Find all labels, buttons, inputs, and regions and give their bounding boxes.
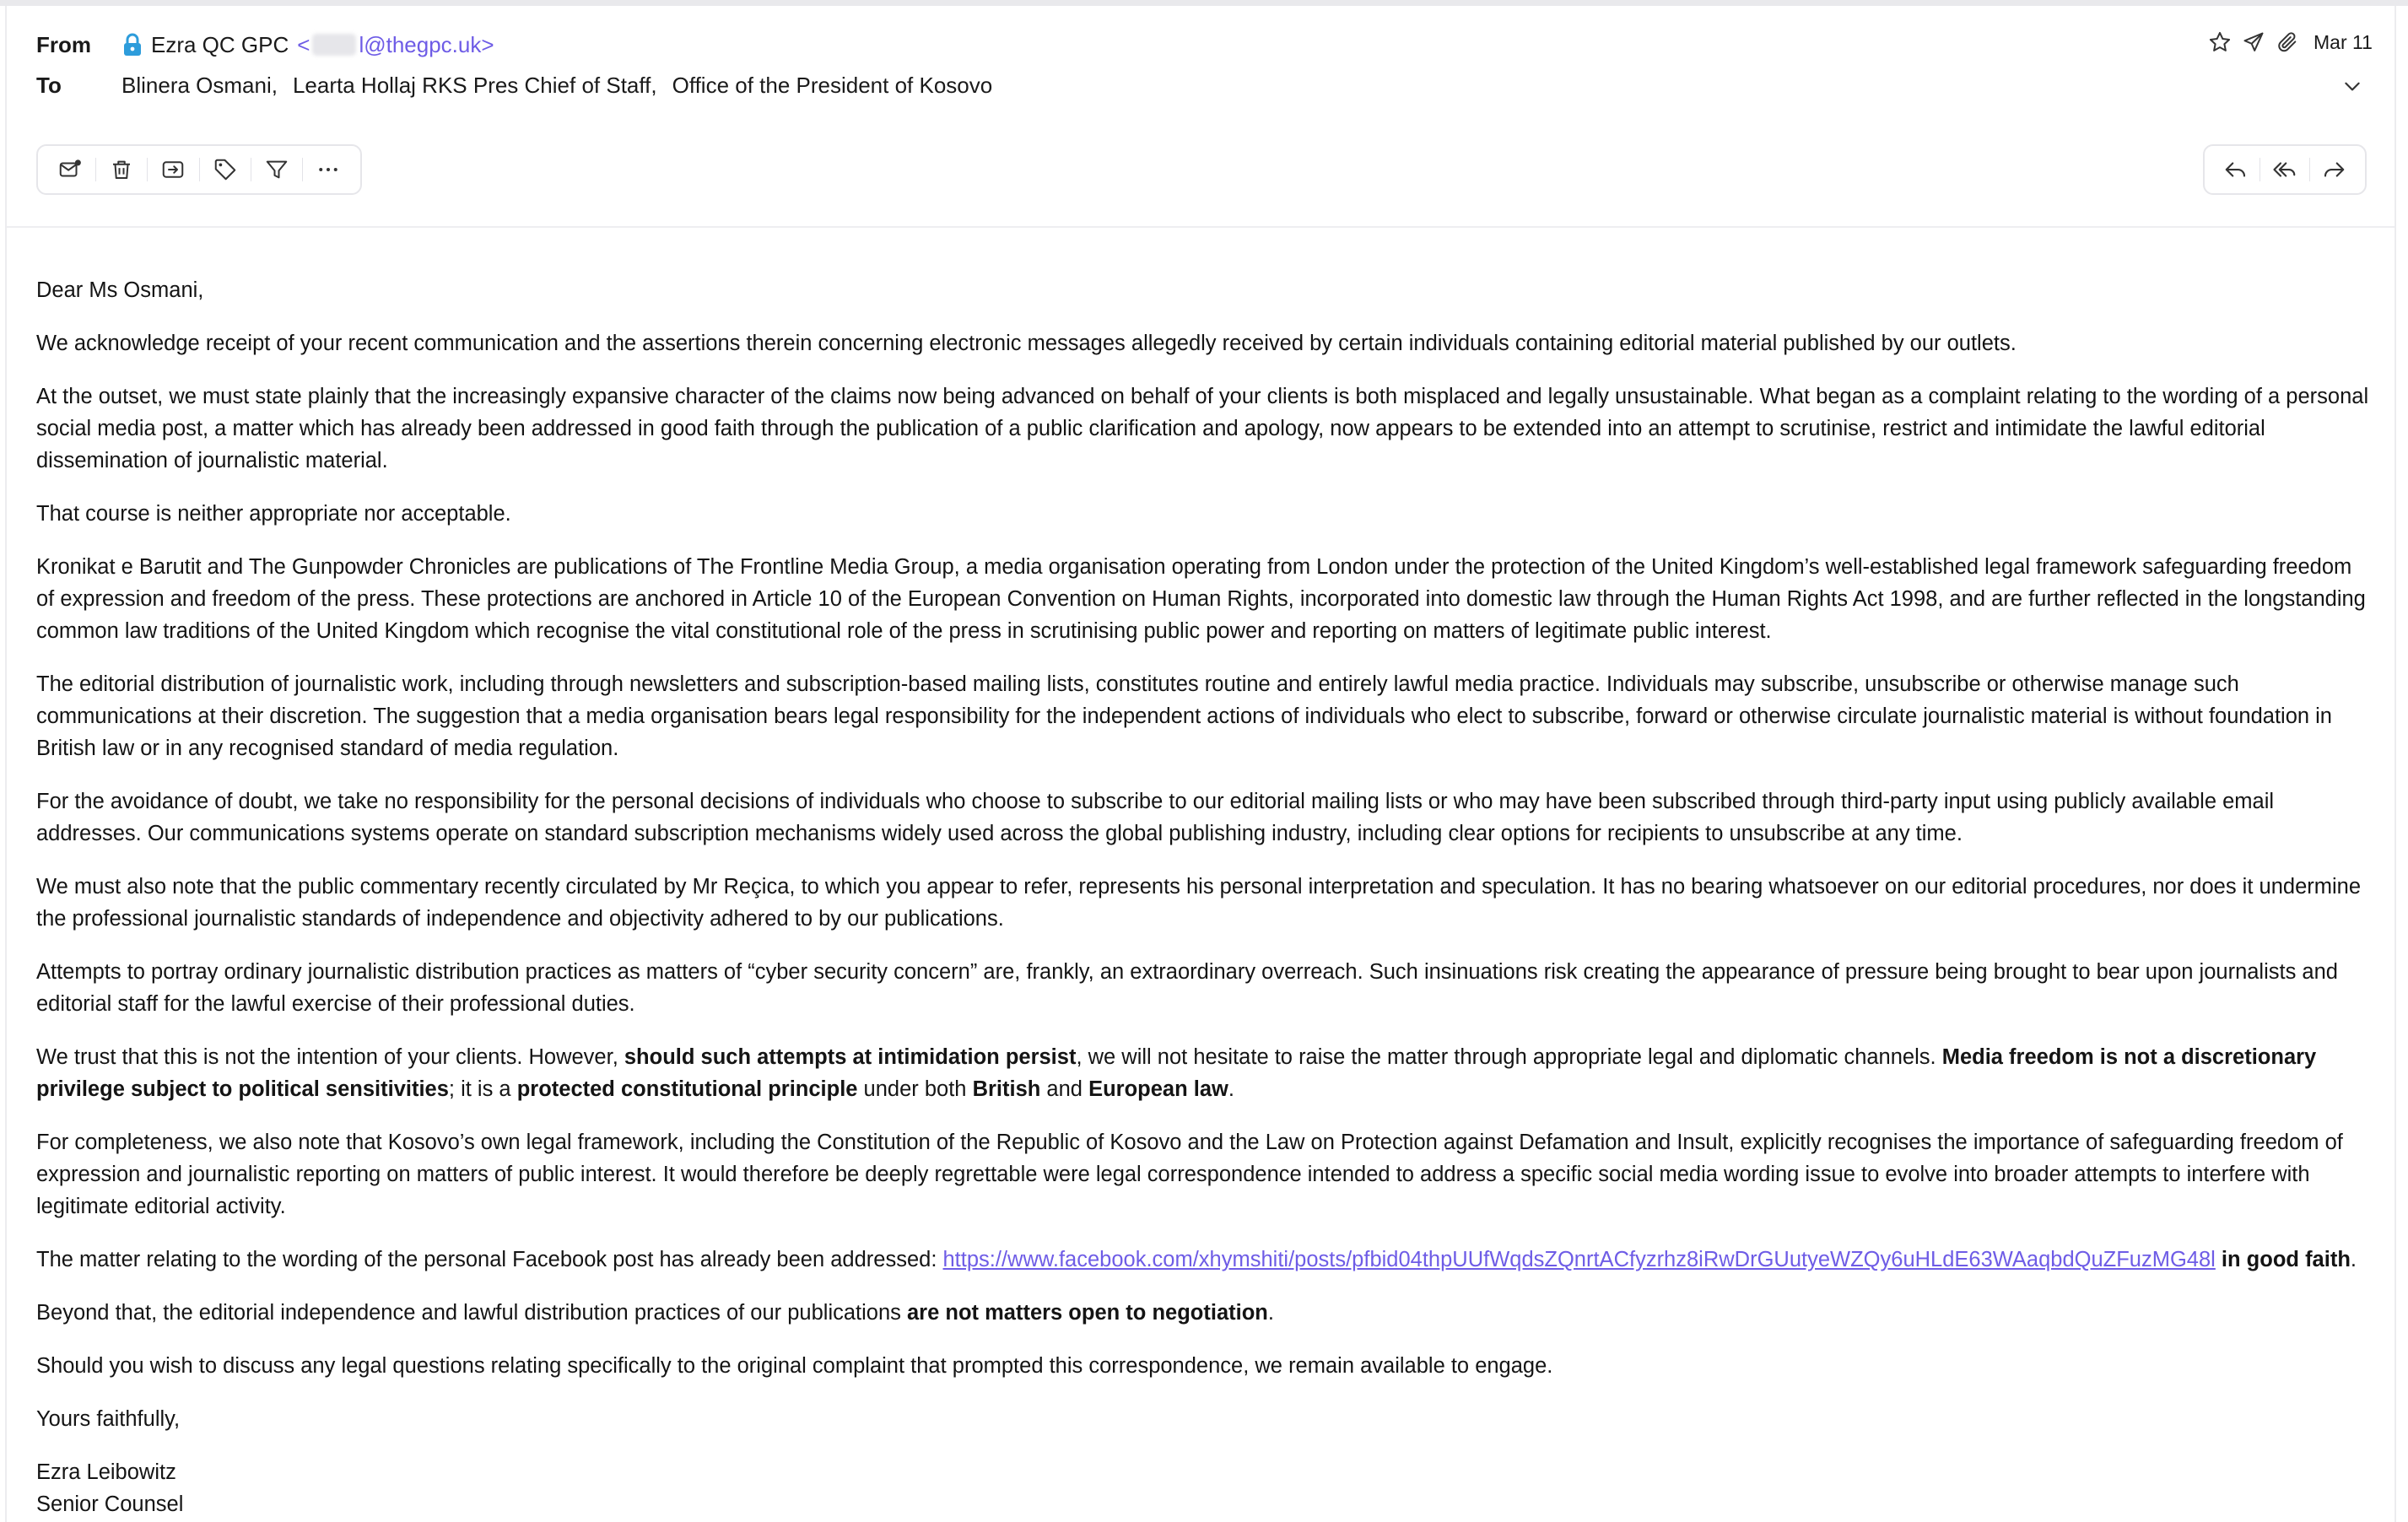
to-label: To <box>36 72 62 98</box>
paperclip-icon <box>2273 28 2302 57</box>
tag-icon <box>213 157 238 182</box>
move-button[interactable] <box>148 146 198 193</box>
paragraph: Should you wish to discuss any legal questions relating specifically to the original complaint that prompted this correspondence, we remain available to engage. <box>36 1354 1553 1378</box>
text-run: The matter relating to the wording of the personal Facebook post has already been addressed: <box>36 1248 943 1271</box>
paragraph: We must also note that the public commentary recently circulated by Mr Reçica, to which you appear to refer, represents his personal interpretation and speculation. It has no bearing whatsoever on our editorial procedures, nor does it undermine the professional journalistic standards of independence and objectivity adhered to by our publications. <box>36 875 2362 931</box>
recipient-chip[interactable]: Learta Hollaj RKS Pres Chief of Staff, <box>292 72 657 98</box>
reply-toolbar <box>2203 144 2367 195</box>
closing: Yours faithfully, <box>36 1407 181 1431</box>
paragraph: At the outset, we must state plainly that the increasingly expansive character of the claims now being advanced on behalf of your clients is both misplaced and legally unsustainable. What began as a complaint relating to the wording of a personal social media post, a matter which has already been addressed in good faith through the publication of a public clarification and apology, now appears to be extended into an attempt to scrutinise, restrict and intimidate the lawful editorial dissemination of journalistic material. <box>36 385 2369 472</box>
sender-email[interactable]: l@thegpc.uk> <box>359 31 494 57</box>
filter-icon <box>264 157 289 182</box>
text-run: , we will not hesitate to raise the matter through appropriate legal and diplomatic channels. <box>1076 1045 1942 1069</box>
recipient-chip[interactable]: Blinera Osmani, <box>121 72 278 98</box>
delete-button[interactable] <box>96 146 147 193</box>
more-button[interactable] <box>303 146 354 193</box>
facebook-post-link[interactable]: https://www.facebook.com/xhymshiti/posts/pfbid04thpUUfWqdsZQnrtACfyzrhz8iRwDrGUutyeWZQy6uHLdE63WAaqbdQuZFuzMG48l <box>942 1248 2216 1271</box>
paragraph <box>36 1297 2373 1329</box>
text-run: ; it is a <box>448 1077 517 1101</box>
sender-name[interactable]: Ezra QC GPC <box>151 31 289 57</box>
text-run: . <box>1228 1077 1234 1101</box>
paragraph: That course is neither appropriate nor acceptable. <box>36 502 511 526</box>
pane-right-border <box>2395 6 2396 1522</box>
filter-button[interactable] <box>251 146 302 193</box>
paper-plane-icon <box>2239 28 2268 57</box>
star-icon[interactable] <box>2206 28 2234 57</box>
signature-name: Ezra Leibowitz <box>36 1460 176 1484</box>
paragraph: We acknowledge receipt of your recent communication and the assertions therein concerning electronic messages allegedly received by certain individuals containing editorial material published by our outlets. <box>36 332 2017 355</box>
message-date: Mar 11 <box>2314 30 2373 53</box>
bold-run: should such attempts at intimidation persist <box>624 1045 1077 1069</box>
bold-run: are not matters open to negotiation <box>907 1301 1268 1325</box>
message-body <box>36 274 2373 1520</box>
move-to-folder-icon <box>160 157 186 182</box>
paragraph: Kronikat e Barutit and The Gunpowder Chronicles are publications of The Frontline Media Group, a media organisation operating from London under the protection of the United Kingdom’s well-established legal framework safeguarding freedom of expression and freedom of the press. These protections are anchored in Article 10 of the European Convention on Human Rights, incorporated into domestic law through the Human Rights Act 1998, and are further reflected in the longstanding common law traditions of the United Kingdom which recognise the vital constitutional role of the press in scrutinising public power and reporting on matters of legitimate public interest. <box>36 555 2366 643</box>
text-run: and <box>1040 1077 1089 1101</box>
chevron-down-icon[interactable] <box>2338 72 2367 100</box>
text-run: under both <box>857 1077 973 1101</box>
trash-icon <box>109 157 134 182</box>
message-meta <box>2206 28 2373 57</box>
label-button[interactable] <box>199 146 250 193</box>
message-actions-toolbar <box>36 144 362 195</box>
to-row <box>36 68 1007 102</box>
signature <box>36 1456 2373 1520</box>
paragraph: For the avoidance of doubt, we take no responsibility for the personal decisions of individuals who choose to subscribe to our editorial mailing lists or who may have been subscribed through third-party input using publicly available email addresses. Our communications systems operate on standard subscription mechanisms widely used across the global publishing industry, including clear options for recipients to unsubscribe at any time. <box>36 790 2275 845</box>
window-top-strip <box>0 0 2408 6</box>
from-label: From <box>36 31 91 57</box>
paragraph: For completeness, we also note that Kosovo’s own legal framework, including the Constitution of the Republic of Kosovo and the Law on Protection against Defamation and Insult, explicitly recognises the importance of safeguarding freedom of expression and journalistic reporting on matters of public interest. It would therefore be deeply regrettable were legal correspondence intended to address a specific social media wording issue to evolve into broader attempts to interfere with legitimate editorial activity. <box>36 1131 2343 1218</box>
paragraph: Attempts to portray ordinary journalistic distribution practices as matters of “cyber security concern” are, frankly, an extraordinary overreach. Such insinuations risk creating the appearance of pressure being brought to bear upon journalists and editorial staff for the lawful exercise of their professional duties. <box>36 960 2338 1016</box>
text-run: Beyond that, the editorial independence and lawful distribution practices of our publications <box>36 1301 907 1325</box>
from-row <box>36 28 494 62</box>
bold-run: British <box>972 1077 1041 1101</box>
bold-run: Media freedom is not a discretionary privilege subject to political sensitivities <box>36 1045 2317 1101</box>
text-run: . <box>1267 1301 1274 1325</box>
bold-run: European law <box>1088 1077 1228 1101</box>
paragraph <box>36 1041 2373 1105</box>
paragraph <box>36 1244 2373 1276</box>
paragraph: The editorial distribution of journalistic work, including through newsletters and subscription-based mailing lists, constitutes routine and entirely lawful media practice. Individuals may subscribe, unsubscribe or otherwise manage such communications at their discretion. The suggestion that a media organisation bears legal responsibility for the independent actions of individuals who elect to subscribe, forward or otherwise circulate journalistic material is without foundation in British law or in any recognised standard of media regulation. <box>36 672 2332 760</box>
reply-icon <box>2223 157 2249 182</box>
header-divider <box>7 226 2395 228</box>
reply-button[interactable] <box>2211 146 2260 193</box>
forward-icon <box>2321 157 2346 182</box>
recipient-chip[interactable]: Office of the President of Kosovo <box>672 72 993 98</box>
reply-all-icon <box>2272 157 2297 182</box>
greeting: Dear Ms Osmani, <box>36 278 204 302</box>
sender-email-open: < <box>297 31 310 57</box>
more-icon <box>316 157 341 182</box>
bold-run: in good faith <box>2215 1248 2351 1271</box>
redacted-email-part <box>312 34 356 56</box>
forward-button[interactable] <box>2310 146 2358 193</box>
signature-title: Senior Counsel <box>36 1492 184 1516</box>
lock-icon <box>121 32 143 57</box>
mark-unread-button[interactable] <box>45 146 95 193</box>
mark-unread-icon <box>57 157 83 182</box>
bold-run: protected constitutional principle <box>516 1077 858 1101</box>
reply-all-button[interactable] <box>2260 146 2308 193</box>
text-run: We trust that this is not the intention of your clients. However, <box>36 1045 624 1069</box>
text-run: . <box>2350 1248 2357 1271</box>
pane-left-border <box>5 6 7 1522</box>
